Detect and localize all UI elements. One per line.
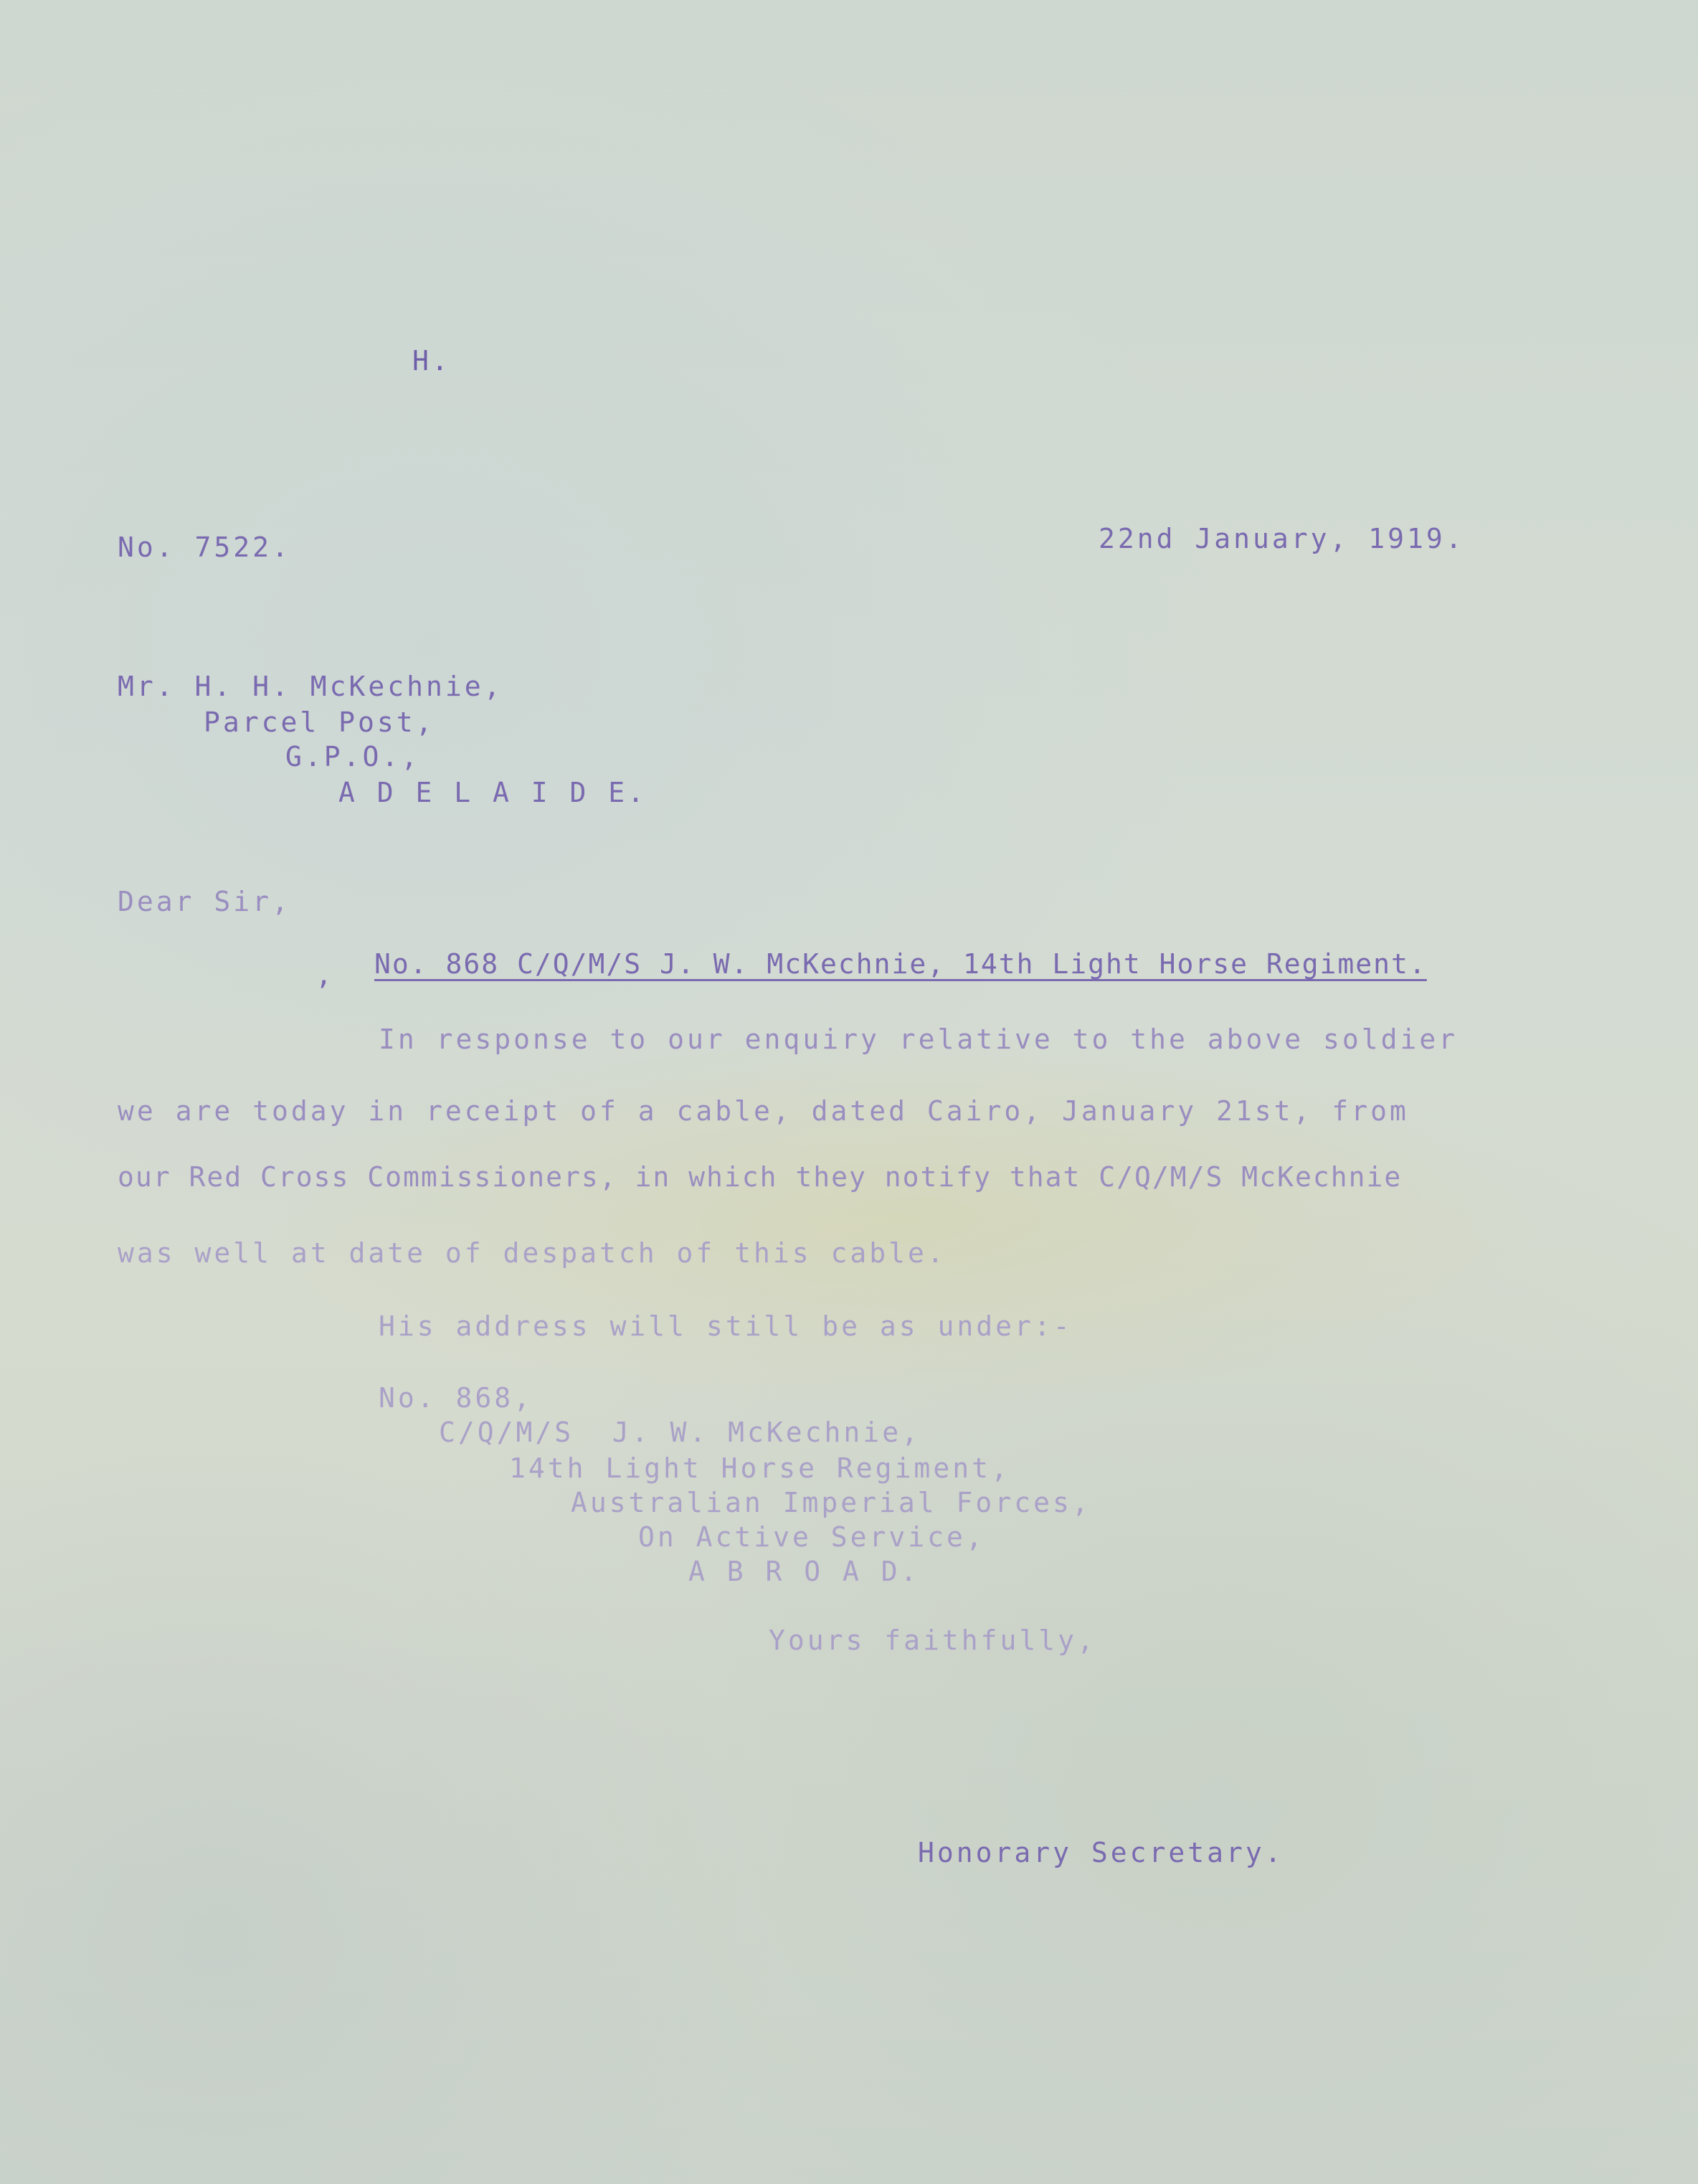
recipient-line-3: G.P.O., xyxy=(285,741,421,772)
file-mark: H. xyxy=(412,345,451,377)
recipient-name: Mr. H. H. McKechnie, xyxy=(118,671,503,702)
body-line-1: In response to our enquiry relative to the above soldier xyxy=(379,1024,1459,1055)
address-abroad: A B R O A D. xyxy=(688,1556,920,1587)
recipient-city: A D E L A I D E. xyxy=(338,777,648,808)
address-number: No. 868, xyxy=(379,1382,533,1414)
subject-prefix: , xyxy=(316,959,335,991)
body-line-2: we are today in receipt of a cable, dated Cairo, January 21st, from xyxy=(118,1095,1409,1127)
body-line-4: was well at date of despatch of this cable. xyxy=(118,1237,947,1269)
address-forces: Australian Imperial Forces, xyxy=(571,1487,1091,1518)
signature-title: Honorary Secretary. xyxy=(918,1837,1284,1868)
body-line-5: His address will still be as under:- xyxy=(379,1310,1073,1342)
address-regiment: 14th Light Horse Regiment, xyxy=(509,1452,1010,1484)
subject-line: No. 868 C/Q/M/S J. W. McKechnie, 14th Light Horse Regiment. xyxy=(374,948,1427,980)
letter-date: 22nd January, 1919. xyxy=(1099,523,1465,554)
salutation: Dear Sir, xyxy=(118,886,291,917)
recipient-line-2: Parcel Post, xyxy=(204,706,435,738)
address-service: On Active Service, xyxy=(638,1521,985,1553)
body-line-3: our Red Cross Commissioners, in which they notify that C/Q/M/S McKechnie xyxy=(118,1161,1403,1193)
reference-number: No. 7522. xyxy=(118,531,291,563)
address-name: C/Q/M/S J. W. McKechnie, xyxy=(439,1417,921,1448)
closing: Yours faithfully, xyxy=(769,1625,1096,1656)
